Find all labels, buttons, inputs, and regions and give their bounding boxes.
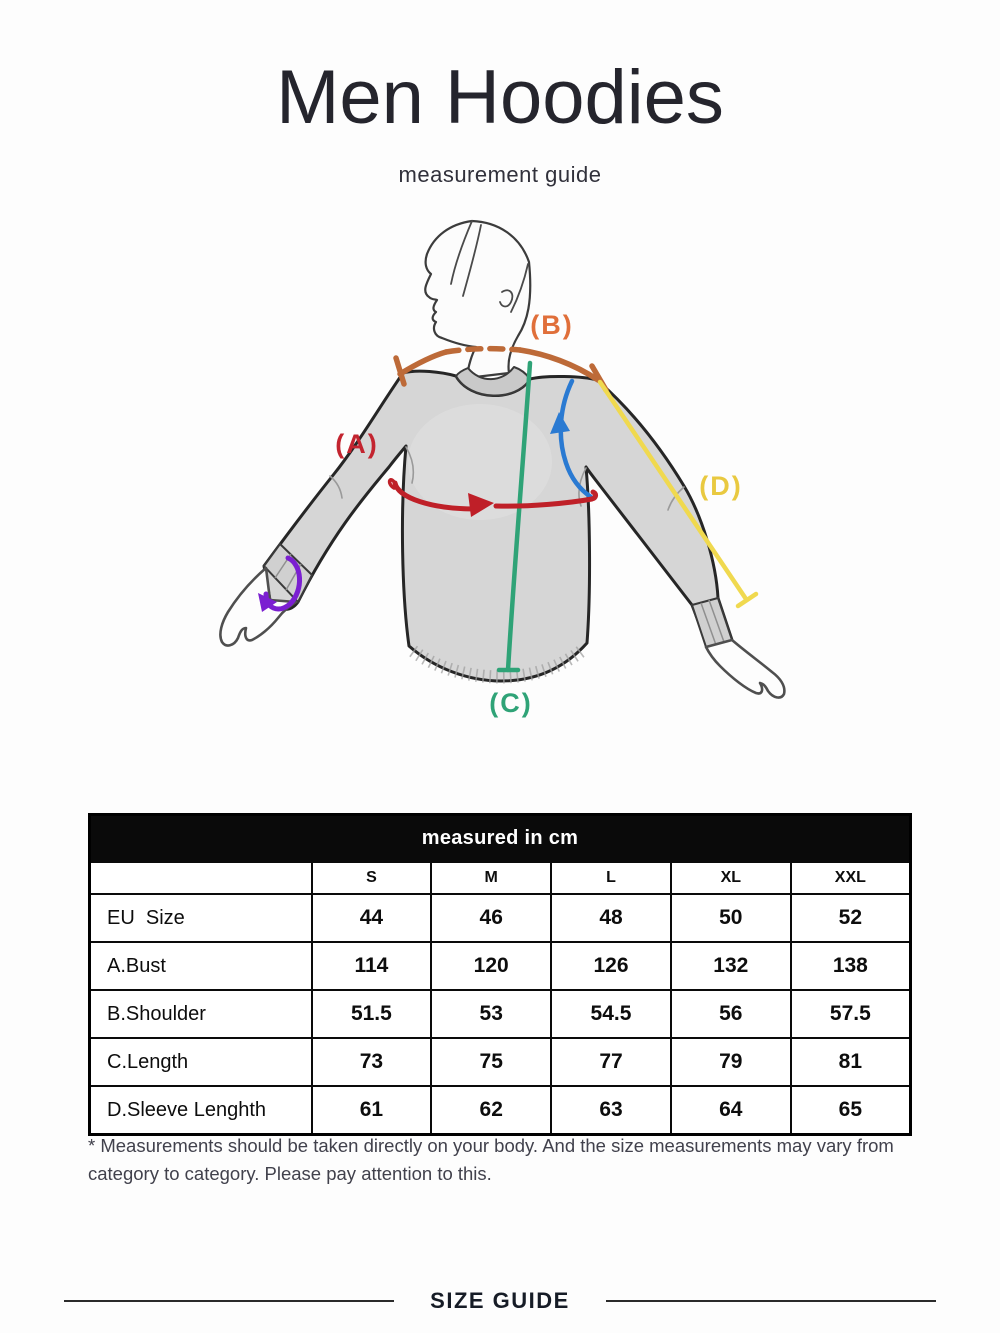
label-c: (C) <box>489 688 533 718</box>
table-row <box>90 942 911 990</box>
table-cell: 126 <box>551 942 671 990</box>
row-label: A.Bust <box>90 942 312 990</box>
table-cell: 79 <box>671 1038 791 1086</box>
table-cell: 64 <box>671 1086 791 1135</box>
row-label: B.Shoulder <box>90 990 312 1038</box>
table-cell: 73 <box>312 1038 432 1086</box>
figure-sweater <box>264 367 732 681</box>
label-d: (D) <box>699 471 743 501</box>
table-cell: 52 <box>791 894 911 942</box>
page-subtitle: measurement guide <box>398 162 602 187</box>
table-cell: 120 <box>431 942 551 990</box>
footer-divider-left <box>64 1300 394 1302</box>
table-title-row <box>90 815 911 863</box>
table-cell: 61 <box>312 1086 432 1135</box>
row-label: EU Size <box>90 894 312 942</box>
table-cell: 62 <box>431 1086 551 1135</box>
label-a: (A) <box>335 429 379 459</box>
footer-divider-right <box>606 1300 936 1302</box>
table-cell: 50 <box>671 894 791 942</box>
size-header-row <box>90 862 911 894</box>
row-label: D.Sleeve Lenghth <box>90 1086 312 1135</box>
size-header-xl: XL <box>671 862 791 894</box>
table-row <box>90 1038 911 1086</box>
size-header-m: M <box>431 862 551 894</box>
footer-label: SIZE GUIDE <box>430 1288 570 1313</box>
table-row <box>90 894 911 942</box>
table-cell: 53 <box>431 990 551 1038</box>
row-label: C.Length <box>90 1038 312 1086</box>
measurement-figure-svg <box>180 200 820 740</box>
table-cell: 48 <box>551 894 671 942</box>
table-cell: 77 <box>551 1038 671 1086</box>
measurement-footnote: * Measurements should be taken directly on your body. And the size measurements may vary from category to category. Please pay attention to this. <box>88 1135 894 1184</box>
table-cell: 51.5 <box>312 990 432 1038</box>
table-cell: 132 <box>671 942 791 990</box>
size-guide-footer <box>64 1288 936 1314</box>
size-header-l: L <box>551 862 671 894</box>
table-cell: 56 <box>671 990 791 1038</box>
size-header-s: S <box>312 862 432 894</box>
table-cell: 138 <box>791 942 911 990</box>
table-row <box>90 1086 911 1135</box>
table-cell: 63 <box>551 1086 671 1135</box>
table-cell: 75 <box>431 1038 551 1086</box>
table-cell: 46 <box>431 894 551 942</box>
label-b: (B) <box>530 310 574 340</box>
page-title: Men Hoodies <box>276 55 724 140</box>
table-title: measured in cm <box>90 815 911 863</box>
table-cell: 65 <box>791 1086 911 1135</box>
table-cell: 81 <box>791 1038 911 1086</box>
table-cell: 114 <box>312 942 432 990</box>
measurement-diagram <box>180 200 820 740</box>
table-cell: 54.5 <box>551 990 671 1038</box>
table-cell: 44 <box>312 894 432 942</box>
table-cell: 57.5 <box>791 990 911 1038</box>
table-row <box>90 990 911 1038</box>
size-header-xxl: XXL <box>791 862 911 894</box>
size-header-empty <box>90 862 312 894</box>
size-table <box>88 813 912 1136</box>
